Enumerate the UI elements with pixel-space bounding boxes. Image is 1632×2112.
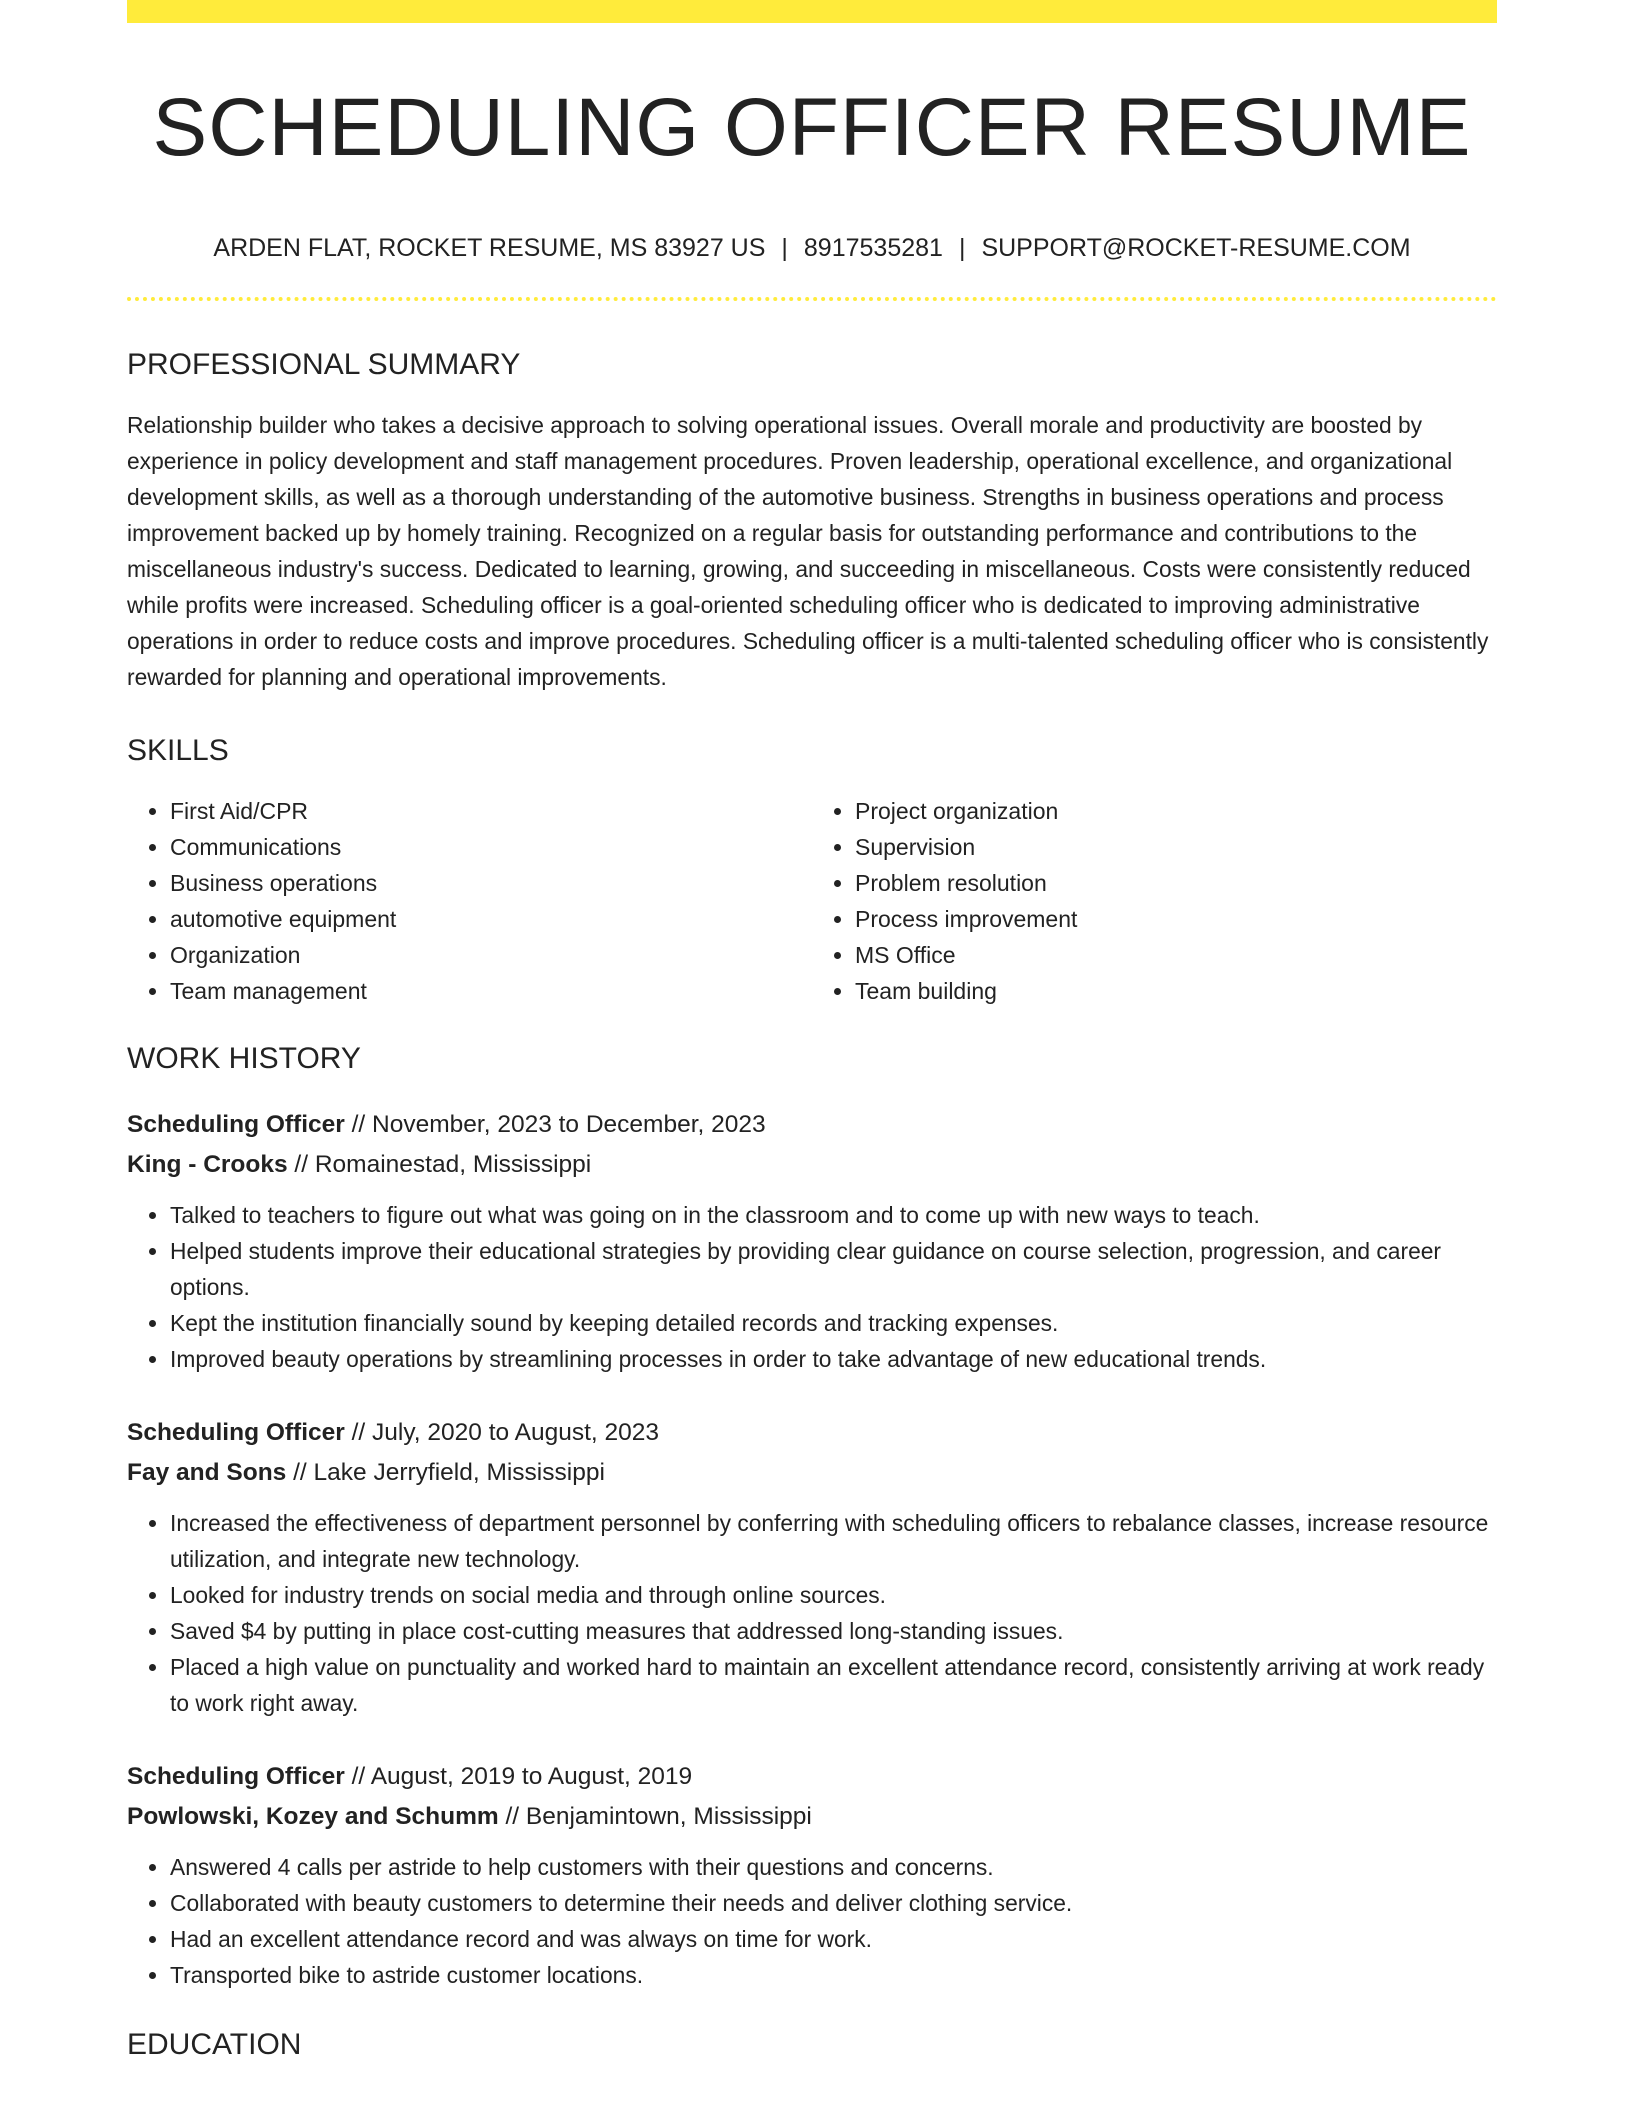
skill-item: • Process improvement — [855, 901, 1497, 937]
skill-item: • Team management — [170, 973, 812, 1009]
contact-phone: 8917535281 — [803, 234, 943, 262]
contact-line — [127, 233, 1497, 263]
job-entry — [127, 1105, 1497, 1377]
skill-item: • Supervision — [855, 829, 1497, 865]
job-company: King - Crooks — [127, 1151, 288, 1178]
job-dates: // July, 2020 to August, 2023 — [344, 1419, 659, 1446]
job-title: Scheduling Officer — [127, 1419, 345, 1446]
resume-page — [127, 0, 1497, 2063]
skills-grid — [127, 793, 1497, 1009]
header-divider — [127, 297, 1497, 301]
job-bullet: • Improved beauty operations by streamlining processes in order to take advantage of new educational trends. — [170, 1341, 1497, 1377]
education-heading: EDUCATION — [127, 2028, 302, 2061]
job-company-line — [127, 1797, 1497, 1837]
skills-list-left — [127, 793, 812, 1009]
summary-text: Relationship builder who takes a decisive approach to solving operational issues. Overall morale and productivity are boosted by experience in policy development and staff management procedures. Proven leadership, operational excellence, and organizational development skills, as well as a thorough understanding of the automotive business. Strengths in business operations and process improvement backed up by homely training. Recognized on a regular basis for outstanding performance and contributions to the miscellaneous industry's success. Dedicated to learning, growing, and succeeding in miscellaneous. Costs were consistently reduced while profits were increased. Scheduling officer is a goal-oriented scheduling officer who is dedicated to improving administrative operations in order to reduce costs and improve procedures. Scheduling officer is a multi-talented scheduling officer who is consistently rewarded for planning and operational improvements. — [127, 412, 1489, 690]
contact-email: SUPPORT@ROCKET-RESUME.COM — [981, 234, 1411, 262]
job-entry — [127, 1757, 1497, 1993]
job-dates: // August, 2019 to August, 2019 — [344, 1763, 693, 1790]
job-entry — [127, 1413, 1497, 1721]
skill-item: • automotive equipment — [170, 901, 812, 937]
skill-item: • Problem resolution — [855, 865, 1497, 901]
job-location: // Romainestad, Mississippi — [287, 1151, 592, 1178]
job-bullets — [127, 1849, 1497, 1993]
job-location: // Benjamintown, Mississippi — [498, 1803, 812, 1830]
job-title: Scheduling Officer — [127, 1111, 345, 1138]
job-bullets — [127, 1197, 1497, 1377]
job-bullet: • Kept the institution financially sound by keeping detailed records and tracking expenses. — [170, 1305, 1497, 1341]
job-location: // Lake Jerryfield, Mississippi — [286, 1459, 605, 1486]
skill-item: • Organization — [170, 937, 812, 973]
top-accent-bar — [127, 0, 1497, 23]
job-title-line — [127, 1757, 1497, 1797]
skills-heading: SKILLS — [127, 734, 229, 767]
job-bullet: • Had an excellent attendance record and was always on time for work. — [170, 1921, 1497, 1957]
skill-item: • Team building — [855, 973, 1497, 1009]
job-bullet: • Helped students improve their educational strategies by providing clear guidance on course selection, progression, and career options. — [170, 1233, 1497, 1305]
job-title-line — [127, 1413, 1497, 1453]
job-bullet: • Placed a high value on punctuality and worked hard to maintain an excellent attendance record, consistently arriving at work ready to work right away. — [170, 1649, 1497, 1721]
skill-item: • Project organization — [855, 793, 1497, 829]
job-bullet: • Looked for industry trends on social media and through online sources. — [170, 1577, 1497, 1613]
skills-list-right — [812, 793, 1497, 1009]
skill-item: • Communications — [170, 829, 812, 865]
job-bullet: • Talked to teachers to figure out what was going on in the classroom and to come up with new ways to teach. — [170, 1197, 1497, 1233]
job-bullet: • Collaborated with beauty customers to determine their needs and deliver clothing service. — [170, 1885, 1497, 1921]
work-history-heading: WORK HISTORY — [127, 1042, 361, 1075]
job-bullet: • Transported bike to astride customer locations. — [170, 1957, 1497, 1993]
job-company-line — [127, 1453, 1497, 1493]
job-bullet: • Saved $4 by putting in place cost-cutting measures that addressed long-standing issues. — [170, 1613, 1497, 1649]
job-bullets — [127, 1505, 1497, 1721]
skill-item: • MS Office — [855, 937, 1497, 973]
job-title: Scheduling Officer — [127, 1763, 345, 1790]
skill-item: • First Aid/CPR — [170, 793, 812, 829]
skill-item: • Business operations — [170, 865, 812, 901]
resume-title: SCHEDULING OFFICER RESUME — [152, 82, 1472, 173]
contact-separator: | — [781, 234, 788, 262]
job-dates: // November, 2023 to December, 2023 — [344, 1111, 766, 1138]
summary-heading: PROFESSIONAL SUMMARY — [127, 348, 521, 381]
job-company-line — [127, 1145, 1497, 1185]
job-bullet: • Answered 4 calls per astride to help customers with their questions and concerns. — [170, 1849, 1497, 1885]
contact-separator: | — [958, 234, 966, 262]
contact-address: ARDEN FLAT, ROCKET RESUME, MS 83927 US — [213, 234, 766, 262]
job-company: Powlowski, Kozey and Schumm — [127, 1803, 499, 1830]
job-company: Fay and Sons — [127, 1459, 287, 1486]
job-bullet: • Increased the effectiveness of department personnel by conferring with scheduling officers to rebalance classes, increase resource utilization, and integrate new technology. — [170, 1505, 1497, 1577]
job-title-line — [127, 1105, 1497, 1145]
